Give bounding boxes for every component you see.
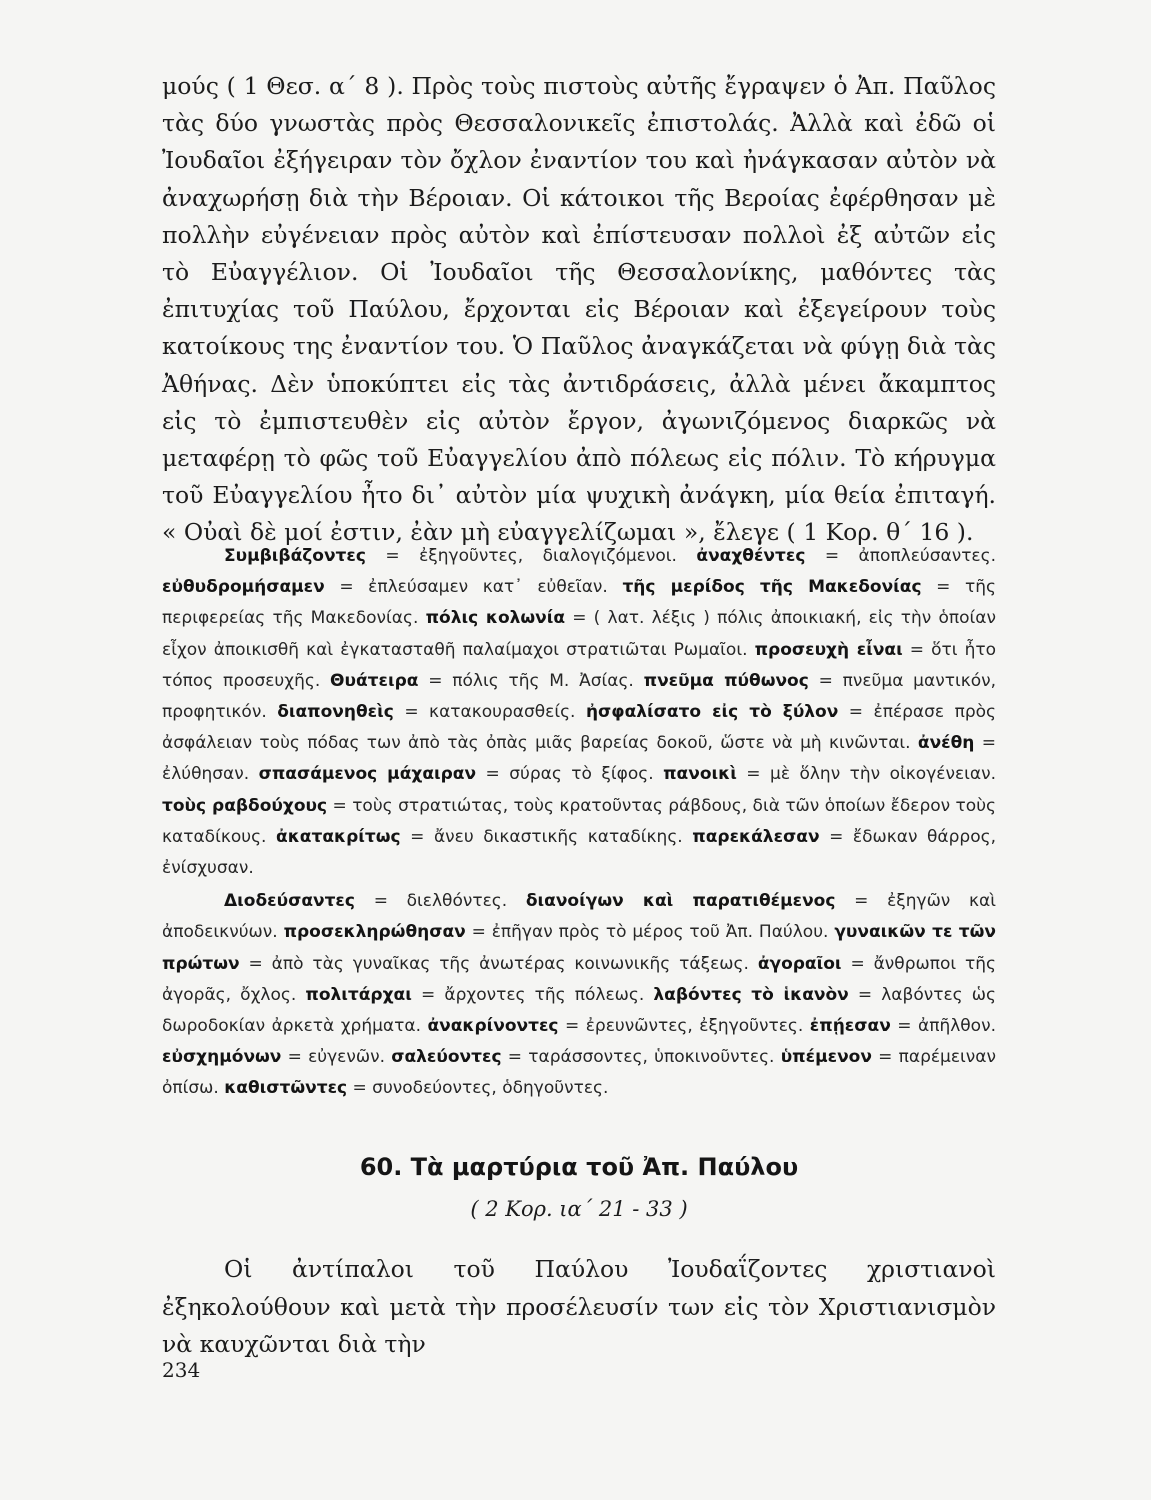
glossary-term: γυναικῶν τε τῶν πρώτων (162, 922, 997, 974)
glossary-term: διαπονηθεὶς (277, 702, 394, 723)
glossary-definition: = ἐλύθησαν. (162, 733, 996, 785)
glossary-term: πνεῦμα πύθωνος (643, 670, 809, 691)
glossary-term: ἀνακρίνοντες (427, 1016, 559, 1037)
glossary-definition: = ἐπλεύσαμεν κατ᾽ εὐθεῖαν. (324, 577, 623, 598)
glossary-term: καθιστῶντες (224, 1078, 348, 1099)
glossary-term: εὐθυδρομήσαμεν (162, 577, 325, 598)
glossary-definition: = ἐξηγοῦντες, διαλογιζόμενοι. (365, 546, 697, 566)
glossary-definition: = σύρας τὸ ξίφος. (476, 764, 664, 785)
glossary-term: προσευχὴ εἶναι (754, 639, 903, 660)
glossary-definition: = ἄρχοντες τῆς πόλεως. (411, 984, 654, 1005)
section-paragraph: Οἱ ἀντίπαλοι τοῦ Παύλου Ἰουδαΐζοντες χριστιανοὶ ἐξηκολούθουν καὶ μετὰ τὴν προσέλευσίν των εἰς τὸν Χριστιανισμὸν νὰ καυχῶνται διὰ τὴν (162, 1255, 996, 1358)
glossary-definition: = ἐξηγῶν καὶ ἀποδεικνύων. (162, 891, 996, 943)
glossary-definition: = τῆς περιφερείας τῆς Μακεδονίας. (162, 577, 996, 629)
glossary-definition: = πόλις τῆς Μ. Ἀσίας. (418, 670, 644, 691)
glossary-term: πανοικὶ (663, 764, 737, 785)
glossary-definition: = κατακουρασθείς. (393, 702, 586, 723)
glossary-definition: = ἐρευνῶντες, ἐξηγοῦντες. (558, 1016, 810, 1037)
section-reference: ( 2 Κορ. ια΄ 21 - 33 ) (470, 1197, 688, 1221)
glossary-term: εὐσχημόνων (162, 1047, 282, 1068)
glossary-term: ὑπέμενον (780, 1047, 872, 1068)
section-body (162, 1251, 996, 1364)
glossary-term: ἐπῄεσαν (809, 1016, 891, 1037)
glossary-definition: = τοὺς στρατιώτας, τοὺς κρατοῦντας ράβδους, διὰ τῶν ὁποίων ἔδερον τοὺς καταδίκους. (162, 795, 997, 847)
glossary-term: πόλις κολωνία (425, 608, 566, 629)
glossary-definition: = ἀποπλεύσαντες. (805, 546, 997, 566)
glossary (162, 541, 996, 1105)
glossary-term: διανοίγων καὶ παρατιθέμενος (525, 891, 836, 912)
glossary-definition: = εὐγενῶν. (281, 1047, 392, 1068)
glossary-term: τῆς μερίδος τῆς Μακεδονίας (622, 577, 922, 598)
glossary-definition: = ἔδωκαν θάρρος, ἐνίσχυσαν. (162, 826, 996, 879)
glossary-definition: = ταράσσοντες, ὑποκινοῦντες. (501, 1047, 781, 1068)
glossary-paragraph-1 (162, 541, 996, 884)
glossary-definition: = ἄνευ δικαστικῆς καταδίκης. (400, 826, 693, 847)
glossary-term: ἀνέθη (917, 733, 975, 754)
section-title: 60. Τὰ μαρτύρια τοῦ Ἀπ. Παύλου (359, 1153, 799, 1181)
page-number: 234 (162, 1358, 201, 1382)
glossary-term: Θυάτειρα (330, 670, 419, 691)
glossary-term: σπασάμενος μάχαιραν (258, 764, 477, 785)
glossary-definition: = πνεῦμα μαντικόν, προφητικόν. (162, 670, 997, 723)
glossary-term: ἀγοραῖοι (757, 953, 842, 974)
glossary-term: σαλεύοντες (391, 1047, 502, 1068)
glossary-definition: = ὅτι ἦτο τόπος προσευχῆς. (162, 639, 997, 691)
glossary-definition: = συνοδεύοντες, ὁδηγοῦντες. (347, 1078, 609, 1099)
glossary-definition: = ἐπῆγαν πρὸς τὸ μέρος τοῦ Ἀπ. Παύλου. (465, 922, 835, 943)
main-text (162, 68, 996, 552)
glossary-term: ἀναχθέντες (696, 546, 806, 566)
glossary-term: Διοδεύσαντες (224, 891, 355, 912)
glossary-definition: = ( λατ. λέξις ) πόλις ἀποικιακή, εἰς τὴν ὁποίαν εἶχον ἀποικισθῆ καὶ ἐγκατασταθῆ παλαίμαχοι στρατιῶται Ρωμαῖοι. (162, 608, 996, 660)
glossary-term: παρεκάλεσαν (692, 826, 820, 847)
glossary-definition: = ἀπὸ τὰς γυναῖκας τῆς ἀνωτέρας κοινωνικῆς τάξεως. (239, 953, 758, 974)
glossary-definition: = λαβόντες ὡς δωροδοκίαν ἀρκετὰ χρήματα. (162, 984, 996, 1037)
glossary-definition: = ἀπῆλθον. (890, 1016, 996, 1037)
glossary-definition: = μὲ ὅλην τὴν οἰκογένειαν. (736, 764, 997, 785)
main-paragraph: μούς ( 1 Θεσ. α΄ 8 ). Πρὸς τοὺς πιστοὺς αὐτῆς ἔγραψεν ὁ Ἀπ. Παῦλος τὰς δύο γνωστὰς πρὸς Θεσσαλονικεῖς ἐπιστολάς. Ἀλλὰ καὶ ἐδῶ οἱ Ἰουδαῖοι ἐξήγειραν τὸν ὄχλον ἐναντίον του καὶ ἠνάγκασαν αὐτὸν νὰ ἀναχωρήσῃ διὰ τὴν Βέροιαν. Οἱ κάτοικοι τῆς Βεροίας ἐφέρθησαν μὲ πολλὴν εὐγένειαν πρὸς αὐτὸν καὶ ἐπίστευσαν πολλοὶ ἐξ αὐτῶν εἰς τὸ Εὐαγγέλιον. Οἱ Ἰουδαῖοι τῆς Θεσσαλονίκης, μαθόντες τὰς ἐπιτυχίας τοῦ Παύλου, ἔρχονται εἰς Βέροιαν καὶ ἐξεγείρουν τοὺς κατοίκους της ἐναντίον του. Ὁ Παῦλος ἀναγκάζεται νὰ φύγῃ διὰ τὰς Ἀθήνας. Δὲν ὑποκύπτει εἰς τὰς ἀντιδράσεις, ἀλλὰ μένει ἄκαμπτος εἰς τὸ ἐμπιστευθὲν εἰς αὐτὸν ἔργον, ἀγωνιζόμενος διαρκῶς νὰ μεταφέρῃ τὸ φῶς τοῦ Εὐαγγελίου ἀπὸ πόλεως εἰς πόλιν. Τὸ κήρυγμα τοῦ Εὐαγγελίου ἦτο δι᾽ αὐτὸν μία ψυχικὴ ἀνάγκη, μία θεία ἐπιταγή. « Οὐαὶ δὲ μοί ἐστιν, ἐὰν μὴ εὐαγγελίζωμαι », ἔλεγε ( 1 Κορ. θ΄ 16 ). (162, 72, 996, 547)
glossary-definition: = παρέμειναν ὀπίσω. (162, 1047, 997, 1099)
glossary-term: Συμβιβάζοντες (224, 546, 366, 566)
glossary-paragraph-2 (162, 886, 996, 1104)
glossary-term: τοὺς ραβδούχους (162, 795, 328, 816)
glossary-term: ἀκατακρίτως (276, 826, 401, 847)
glossary-term: προσεκληρώθησαν (283, 922, 466, 943)
glossary-definition: = διελθόντες. (354, 891, 526, 912)
glossary-definition: = ἐπέρασε πρὸς ἀσφάλειαν τοὺς πόδας των ἀπὸ τὰς ὀπὰς μιᾶς βαρείας δοκοῦ, ὥστε νὰ μὴ κινῶνται. (162, 702, 996, 754)
glossary-term: πολιτάρχαι (305, 984, 412, 1005)
glossary-term: λαβόντες τὸ ἱκανὸν (653, 984, 849, 1005)
glossary-definition: = ἄνθρωποι τῆς ἀγορᾶς, ὄχλος. (162, 953, 996, 1005)
glossary-term: ἠσφαλίσατο εἰς τὸ ξύλον (585, 702, 839, 723)
